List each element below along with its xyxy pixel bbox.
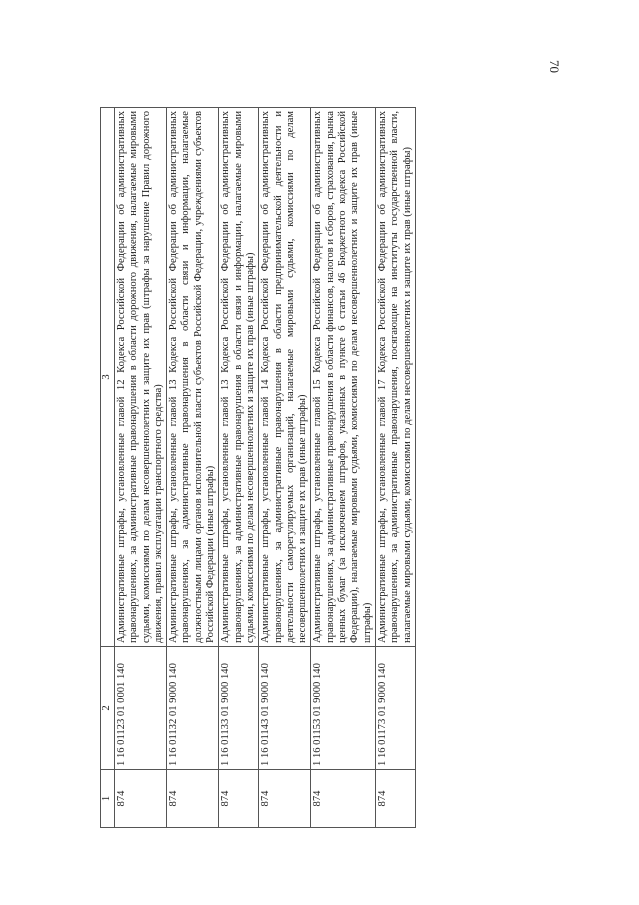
table-row xyxy=(167,108,219,828)
admin-code-cell: 874 xyxy=(259,770,311,828)
budget-code-cell: 1 16 01123 01 0001 140 xyxy=(115,647,167,770)
description-cell: Административные штрафы, установленные главой 17 Кодекса Российской Федерации об административных правонарушениях, за административные правонарушения, посягающие на институты государственной власти, налагаемые мировыми судьями, комиссиями по делам несовершеннолетних и защите их прав (иные штрафы) xyxy=(375,108,415,647)
description-cell: Административные штрафы, установленные главой 14 Кодекса Российской Федерации об административных правонарушениях, за административные правонарушения в области предпринимательской деятельности и деятельности саморегулируемых организаций, налагаемые мировыми судьями, комиссиями по делам несовершеннолетних и защите их прав (иные штрафы) xyxy=(259,108,311,647)
admin-code-cell: 874 xyxy=(219,770,259,828)
description-cell: Административные штрафы, установленные главой 12 Кодекса Российской Федерации об административных правонарушениях, за административные правонарушения в области дорожного движения, налагаемые мировыми судьями, комиссиями по делам несовершеннолетних и защите их прав (штрафы за нарушение Правил дорожного движения, правил эксплуатации транспортного средства) xyxy=(115,108,167,647)
description-cell: Административные штрафы, установленные главой 13 Кодекса Российской Федерации об административных правонарушениях, за административные правонарушения в области связи и информации, налагаемые должностными лицами органов исполнительной власти субъектов Российской Федерации, учреждениями субъектов Российской Федерации (иные штрафы) xyxy=(167,108,219,647)
budget-code-cell: 1 16 01132 01 9000 140 xyxy=(167,647,219,770)
budget-code-cell: 1 16 01173 01 9000 140 xyxy=(375,647,415,770)
budget-code-cell: 1 16 01153 01 9000 140 xyxy=(311,647,375,770)
header-col-2: 2 xyxy=(101,647,115,770)
admin-code-cell: 874 xyxy=(375,770,415,828)
budget-code-cell: 1 16 01143 01 9000 140 xyxy=(259,647,311,770)
table-row xyxy=(375,108,415,828)
page-number: 70 xyxy=(547,60,562,73)
budget-code-cell: 1 16 01133 01 9000 140 xyxy=(219,647,259,770)
admin-code-cell: 874 xyxy=(167,770,219,828)
table-row xyxy=(115,108,167,828)
rotated-page xyxy=(100,108,540,828)
revenue-codes-table xyxy=(100,107,416,828)
description-cell: Административные штрафы, установленные главой 13 Кодекса Российской Федерации об административных правонарушениях, за административные правонарушения в области связи и информации, налагаемые мировыми судьями, комиссиями по делам несовершеннолетних и защите их прав (иные штрафы) xyxy=(219,108,259,647)
header-col-3: 3 xyxy=(101,108,115,647)
table-row xyxy=(259,108,311,828)
admin-code-cell: 874 xyxy=(115,770,167,828)
table-row xyxy=(219,108,259,828)
description-cell: Административные штрафы, установленные главой 15 Кодекса Российской Федерации об административных правонарушениях, за административные правонарушения в области финансов, налогов и сборов, страхования, рынка ценных бумаг (за исключением штрафов, указанных в пункте 6 статьи 46 Бюджетного кодекса Российской Федерации), налагаемые мировыми судьями, комиссиями по делам несовершеннолетних и защите их прав (иные штрафы) xyxy=(311,108,375,647)
admin-code-cell: 874 xyxy=(311,770,375,828)
table-header-row xyxy=(101,108,115,828)
header-col-1: 1 xyxy=(101,770,115,828)
table-row xyxy=(311,108,375,828)
